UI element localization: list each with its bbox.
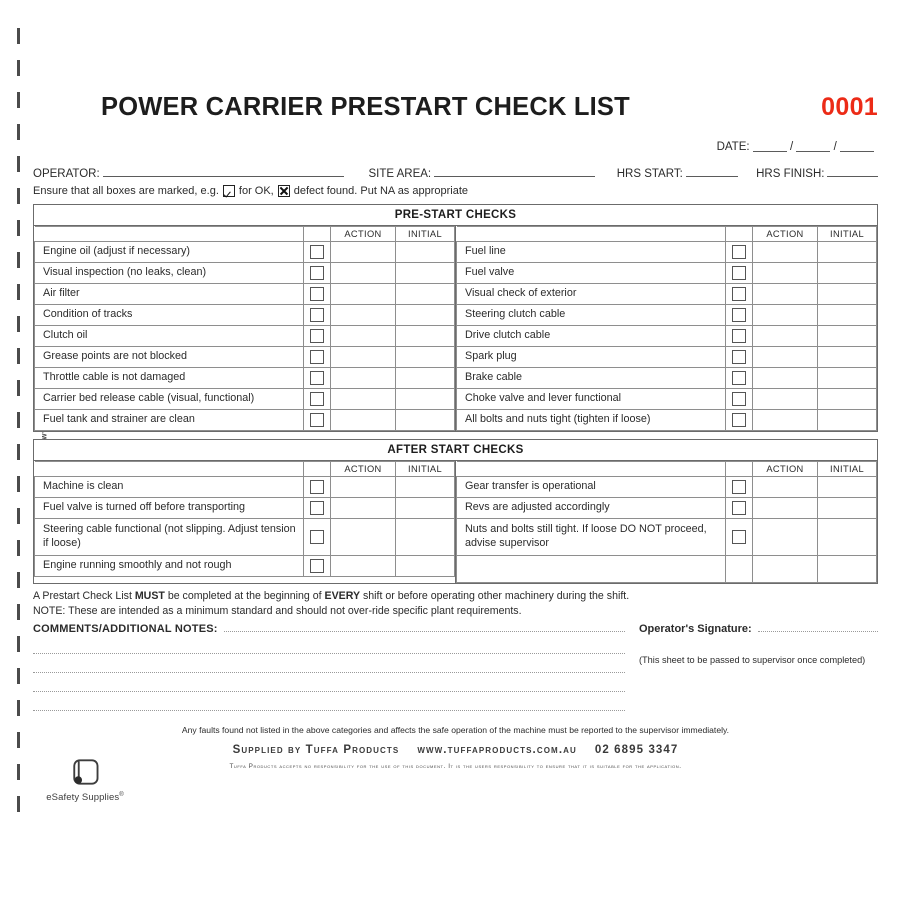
note-part-3: shift or before operating other machinery during the shift.	[360, 589, 630, 602]
checkbox[interactable]	[310, 559, 324, 573]
form-sheet	[33, 95, 878, 770]
prestart-left-table	[34, 226, 455, 431]
table-row	[457, 476, 877, 497]
checkbox[interactable]	[732, 480, 746, 494]
initial-cell[interactable]	[818, 304, 877, 325]
date-month-input[interactable]	[796, 139, 830, 152]
action-cell[interactable]	[753, 409, 818, 430]
checkbox[interactable]	[310, 329, 324, 343]
check-item-label: All bolts and nuts tight (tighten if loose)	[457, 409, 726, 430]
check-box-cell[interactable]	[304, 367, 331, 388]
table-row	[35, 388, 455, 409]
table-row	[35, 325, 455, 346]
crossed-box-icon	[278, 185, 290, 197]
signature-row	[639, 621, 878, 635]
perforation-edge	[17, 28, 20, 818]
note-every: EVERY	[324, 589, 361, 602]
check-item-label: Clutch oil	[35, 325, 304, 346]
check-item-label: Engine oil (adjust if necessary)	[35, 241, 304, 262]
initial-cell[interactable]	[396, 325, 455, 346]
site-area-label: SITE AREA:	[368, 167, 432, 180]
checkbox[interactable]	[310, 480, 324, 494]
checked-box-icon	[223, 185, 235, 197]
checkbox[interactable]	[310, 287, 324, 301]
note-part-1: A Prestart Check List	[33, 589, 135, 602]
page-title: POWER CARRIER PRESTART CHECK LIST	[101, 93, 630, 121]
initial-cell[interactable]	[396, 388, 455, 409]
check-box-cell[interactable]	[304, 409, 331, 430]
initial-cell[interactable]	[396, 497, 455, 518]
initial-header: INITIAL	[818, 226, 877, 241]
supplier-phone: 02 6895 3347	[594, 744, 679, 757]
check-box-cell[interactable]	[304, 388, 331, 409]
action-header: ACTION	[331, 226, 396, 241]
blank-header	[457, 226, 726, 241]
table-row	[35, 555, 455, 576]
check-item-label: Steering cable functional (not slipping. Adjust tension if loose)	[35, 518, 304, 555]
action-cell[interactable]	[753, 304, 818, 325]
check-item-label: Fuel tank and strainer are clean	[35, 409, 304, 430]
date-separator-2: /	[833, 140, 837, 153]
check-box-cell[interactable]	[726, 283, 753, 304]
initial-cell[interactable]	[818, 262, 877, 283]
signature-label: Operator's Signature:	[639, 623, 752, 636]
check-item-label: Steering clutch cable	[457, 304, 726, 325]
prestart-columns	[34, 226, 877, 431]
action-cell[interactable]	[331, 283, 396, 304]
minimum-standard-note: NOTE: These are intended as a minimum standard and should not over-ride specific plant requirements.	[33, 604, 522, 617]
afterstart-left-column	[34, 461, 456, 583]
action-header: ACTION	[331, 461, 396, 476]
check-box-cell[interactable]	[304, 262, 331, 283]
table-row	[35, 497, 455, 518]
comments-first-line	[33, 621, 625, 635]
action-cell[interactable]	[331, 304, 396, 325]
checkbox[interactable]	[732, 245, 746, 259]
check-box-cell[interactable]	[726, 476, 753, 497]
initial-cell[interactable]	[818, 409, 877, 430]
action-cell[interactable]	[331, 325, 396, 346]
operator-label: OPERATOR:	[33, 167, 100, 180]
initial-cell[interactable]	[818, 555, 877, 582]
initial-cell[interactable]	[396, 304, 455, 325]
instruction-ok-text: for OK,	[238, 184, 274, 197]
initial-cell[interactable]	[396, 346, 455, 367]
check-box-cell[interactable]	[304, 346, 331, 367]
table-row	[457, 262, 877, 283]
legal-disclaimer: Tuffa Products accepts no responsibility for the use of this document. It is the users responsibility to ensure that it is suitable for the application.	[229, 763, 682, 771]
action-cell[interactable]	[753, 346, 818, 367]
hrs-finish-label: HRS FINISH:	[756, 167, 825, 180]
action-cell[interactable]	[753, 555, 818, 582]
checkbox[interactable]	[732, 501, 746, 515]
action-cell[interactable]	[753, 497, 818, 518]
initial-cell[interactable]	[818, 518, 877, 555]
instructions-notes	[33, 589, 878, 620]
afterstart-right-table	[456, 461, 877, 583]
initial-cell[interactable]	[396, 241, 455, 262]
supplier-website: www.tuffaproducts.com.au	[417, 744, 577, 757]
supplied-by-text: Supplied by Tuffa Products	[232, 744, 400, 757]
comments-section	[33, 621, 625, 711]
table-row	[457, 283, 877, 304]
table-row	[457, 346, 877, 367]
checkbox[interactable]	[732, 287, 746, 301]
check-box-cell[interactable]	[726, 262, 753, 283]
action-cell[interactable]	[331, 497, 396, 518]
checkbox[interactable]	[310, 371, 324, 385]
check-box-cell[interactable]	[304, 518, 331, 555]
initial-header: INITIAL	[818, 461, 877, 476]
prestart-left-column	[34, 226, 456, 431]
hrs-finish-input[interactable]	[827, 164, 878, 177]
date-year-input[interactable]	[840, 139, 874, 152]
initial-cell[interactable]	[818, 476, 877, 497]
check-item-label: Fuel line	[457, 241, 726, 262]
check-item-label: Condition of tracks	[35, 304, 304, 325]
hrs-start-input[interactable]	[686, 164, 738, 177]
initial-cell[interactable]	[818, 325, 877, 346]
empty-cell	[457, 555, 726, 582]
note-part-2: be completed at the beginning of	[164, 589, 325, 602]
table-row	[35, 346, 455, 367]
check-item-label: Fuel valve is turned off before transporting	[35, 497, 304, 518]
check-item-label: Drive clutch cable	[457, 325, 726, 346]
checkbox[interactable]	[732, 392, 746, 406]
check-box-cell[interactable]	[304, 325, 331, 346]
checkbox[interactable]	[732, 266, 746, 280]
table-header-row	[35, 226, 455, 241]
table-row	[35, 241, 455, 262]
initial-header: INITIAL	[396, 226, 455, 241]
logo-name: eSafety Supplies	[46, 792, 120, 804]
afterstart-right-column	[456, 461, 877, 583]
checkbox[interactable]	[310, 308, 324, 322]
check-box-cell[interactable]	[726, 241, 753, 262]
blank-box-header	[726, 461, 753, 476]
blank-header	[457, 461, 726, 476]
comments-input-line-2[interactable]	[33, 640, 625, 654]
hrs-start-label: HRS START:	[616, 167, 683, 180]
check-item-label: Air filter	[35, 283, 304, 304]
prestart-right-column	[456, 226, 877, 431]
action-header: ACTION	[753, 226, 818, 241]
table-row	[457, 497, 877, 518]
title-row	[33, 95, 878, 121]
table-row	[457, 409, 877, 430]
prestart-right-table	[456, 226, 877, 431]
checkbox[interactable]	[732, 350, 746, 364]
action-cell[interactable]	[331, 346, 396, 367]
check-box-cell[interactable]	[726, 325, 753, 346]
action-cell[interactable]	[331, 476, 396, 497]
afterstart-section-title: AFTER START CHECKS	[34, 440, 877, 461]
initial-cell[interactable]	[818, 283, 877, 304]
checkbox[interactable]	[310, 245, 324, 259]
blank-header	[35, 226, 304, 241]
check-box-cell[interactable]	[726, 367, 753, 388]
action-cell[interactable]	[753, 388, 818, 409]
site-area-input[interactable]	[434, 164, 595, 177]
table-row	[35, 367, 455, 388]
table-row	[457, 304, 877, 325]
table-row	[35, 304, 455, 325]
signature-instruction: (This sheet to be passed to supervisor once completed)	[639, 655, 866, 666]
table-row	[35, 283, 455, 304]
marking-instruction	[33, 185, 878, 197]
date-field-row	[33, 139, 878, 153]
afterstart-left-table	[34, 461, 455, 577]
comments-input-line-3[interactable]	[33, 659, 625, 673]
initial-cell[interactable]	[396, 367, 455, 388]
comments-label: COMMENTS/ADDITIONAL NOTES:	[33, 623, 218, 636]
blank-header	[35, 461, 304, 476]
initial-cell[interactable]	[818, 241, 877, 262]
prestart-checks-block	[33, 204, 878, 432]
action-cell[interactable]	[331, 518, 396, 555]
table-header-row	[35, 461, 455, 476]
check-item-label: Fuel valve	[457, 262, 726, 283]
check-item-label: Choke valve and lever functional	[457, 388, 726, 409]
signature-input-line[interactable]	[758, 621, 878, 632]
table-row	[35, 409, 455, 430]
table-header-row	[457, 226, 877, 241]
initial-cell[interactable]	[818, 346, 877, 367]
table-row-empty	[457, 555, 877, 582]
check-box-cell[interactable]	[304, 476, 331, 497]
initial-cell[interactable]	[396, 283, 455, 304]
date-label: DATE:	[716, 140, 750, 153]
serial-number: 0001	[821, 93, 878, 121]
action-cell[interactable]	[331, 241, 396, 262]
blank-box-header	[304, 226, 331, 241]
checkbox[interactable]	[732, 371, 746, 385]
action-cell[interactable]	[331, 409, 396, 430]
checkbox[interactable]	[732, 329, 746, 343]
note-must: MUST	[134, 589, 165, 602]
action-cell[interactable]	[753, 262, 818, 283]
comments-signature-area	[33, 621, 878, 711]
table-row	[457, 367, 877, 388]
checkbox[interactable]	[732, 308, 746, 322]
instruction-defect-text: defect found. Put NA as appropriate	[293, 184, 469, 197]
action-cell[interactable]	[753, 325, 818, 346]
check-item-label: Gear transfer is operational	[457, 476, 726, 497]
check-item-label: Revs are adjusted accordingly	[457, 497, 726, 518]
initial-cell[interactable]	[396, 262, 455, 283]
signature-section	[625, 621, 878, 711]
action-cell[interactable]	[331, 262, 396, 283]
check-item-label: Throttle cable is not damaged	[35, 367, 304, 388]
empty-box-cell	[726, 555, 753, 582]
check-box-cell[interactable]	[304, 283, 331, 304]
checkbox[interactable]	[310, 413, 324, 427]
date-day-input[interactable]	[753, 139, 787, 152]
operator-site-row	[33, 164, 878, 180]
check-box-cell[interactable]	[726, 409, 753, 430]
checkbox[interactable]	[732, 530, 746, 544]
table-row	[457, 325, 877, 346]
action-cell[interactable]	[753, 518, 818, 555]
check-item-label: Visual inspection (no leaks, clean)	[35, 262, 304, 283]
checkbox[interactable]	[310, 266, 324, 280]
checkbox[interactable]	[732, 413, 746, 427]
check-box-cell[interactable]	[726, 346, 753, 367]
check-item-label: Carrier bed release cable (visual, functional)	[35, 388, 304, 409]
check-box-cell[interactable]	[304, 304, 331, 325]
table-row	[35, 476, 455, 497]
supplier-line	[33, 744, 878, 756]
table-row	[457, 241, 877, 262]
action-cell[interactable]	[753, 241, 818, 262]
table-row	[35, 518, 455, 555]
initial-header: INITIAL	[396, 461, 455, 476]
blank-box-header	[726, 226, 753, 241]
check-box-cell[interactable]	[726, 518, 753, 555]
operator-input[interactable]	[103, 164, 345, 177]
comments-input-line-1[interactable]	[224, 621, 625, 632]
initial-cell[interactable]	[396, 476, 455, 497]
check-item-label: Visual check of exterior	[457, 283, 726, 304]
action-cell[interactable]	[753, 476, 818, 497]
date-separator-1: /	[789, 140, 794, 153]
table-row	[35, 262, 455, 283]
fault-reporting-notice: Any faults found not listed in the above categories and affects the safe operation of the machine must be reported to the supervisor immediately.	[181, 725, 730, 736]
check-item-label: Grease points are not blocked	[35, 346, 304, 367]
action-cell[interactable]	[331, 555, 396, 576]
check-box-cell[interactable]	[726, 304, 753, 325]
check-item-label: Machine is clean	[35, 476, 304, 497]
blank-box-header	[304, 461, 331, 476]
check-item-label: Spark plug	[457, 346, 726, 367]
initial-cell[interactable]	[396, 409, 455, 430]
initial-cell[interactable]	[396, 555, 455, 576]
action-cell[interactable]	[753, 283, 818, 304]
afterstart-checks-block	[33, 439, 878, 584]
initial-cell[interactable]	[818, 367, 877, 388]
action-cell[interactable]	[331, 388, 396, 409]
action-cell[interactable]	[331, 367, 396, 388]
check-box-cell[interactable]	[304, 497, 331, 518]
check-box-cell[interactable]	[304, 241, 331, 262]
initial-cell[interactable]	[396, 518, 455, 555]
logo-label	[30, 792, 140, 803]
initial-cell[interactable]	[818, 388, 877, 409]
initial-cell[interactable]	[818, 497, 877, 518]
check-item-label: Nuts and bolts still tight. If loose DO NOT proceed, advise supervisor	[457, 518, 726, 555]
action-header: ACTION	[753, 461, 818, 476]
checkbox[interactable]	[310, 530, 324, 544]
must-complete-note	[33, 589, 878, 604]
registered-mark: ®	[119, 792, 124, 798]
prestart-section-title: PRE-START CHECKS	[34, 205, 877, 226]
check-box-cell[interactable]	[726, 497, 753, 518]
instruction-prefix: Ensure that all boxes are marked, e.g.	[33, 184, 219, 197]
table-header-row	[457, 461, 877, 476]
table-row	[457, 518, 877, 555]
checkbox[interactable]	[310, 392, 324, 406]
checkbox[interactable]	[310, 501, 324, 515]
afterstart-columns	[34, 461, 877, 583]
comments-input-line-4[interactable]	[33, 678, 625, 692]
table-row	[457, 388, 877, 409]
check-item-label: Engine running smoothly and not rough	[35, 555, 304, 576]
check-box-cell[interactable]	[726, 388, 753, 409]
check-box-cell[interactable]	[304, 555, 331, 576]
check-item-label: Brake cable	[457, 367, 726, 388]
action-cell[interactable]	[753, 367, 818, 388]
checkbox[interactable]	[310, 350, 324, 364]
comments-input-line-5[interactable]	[33, 697, 625, 711]
